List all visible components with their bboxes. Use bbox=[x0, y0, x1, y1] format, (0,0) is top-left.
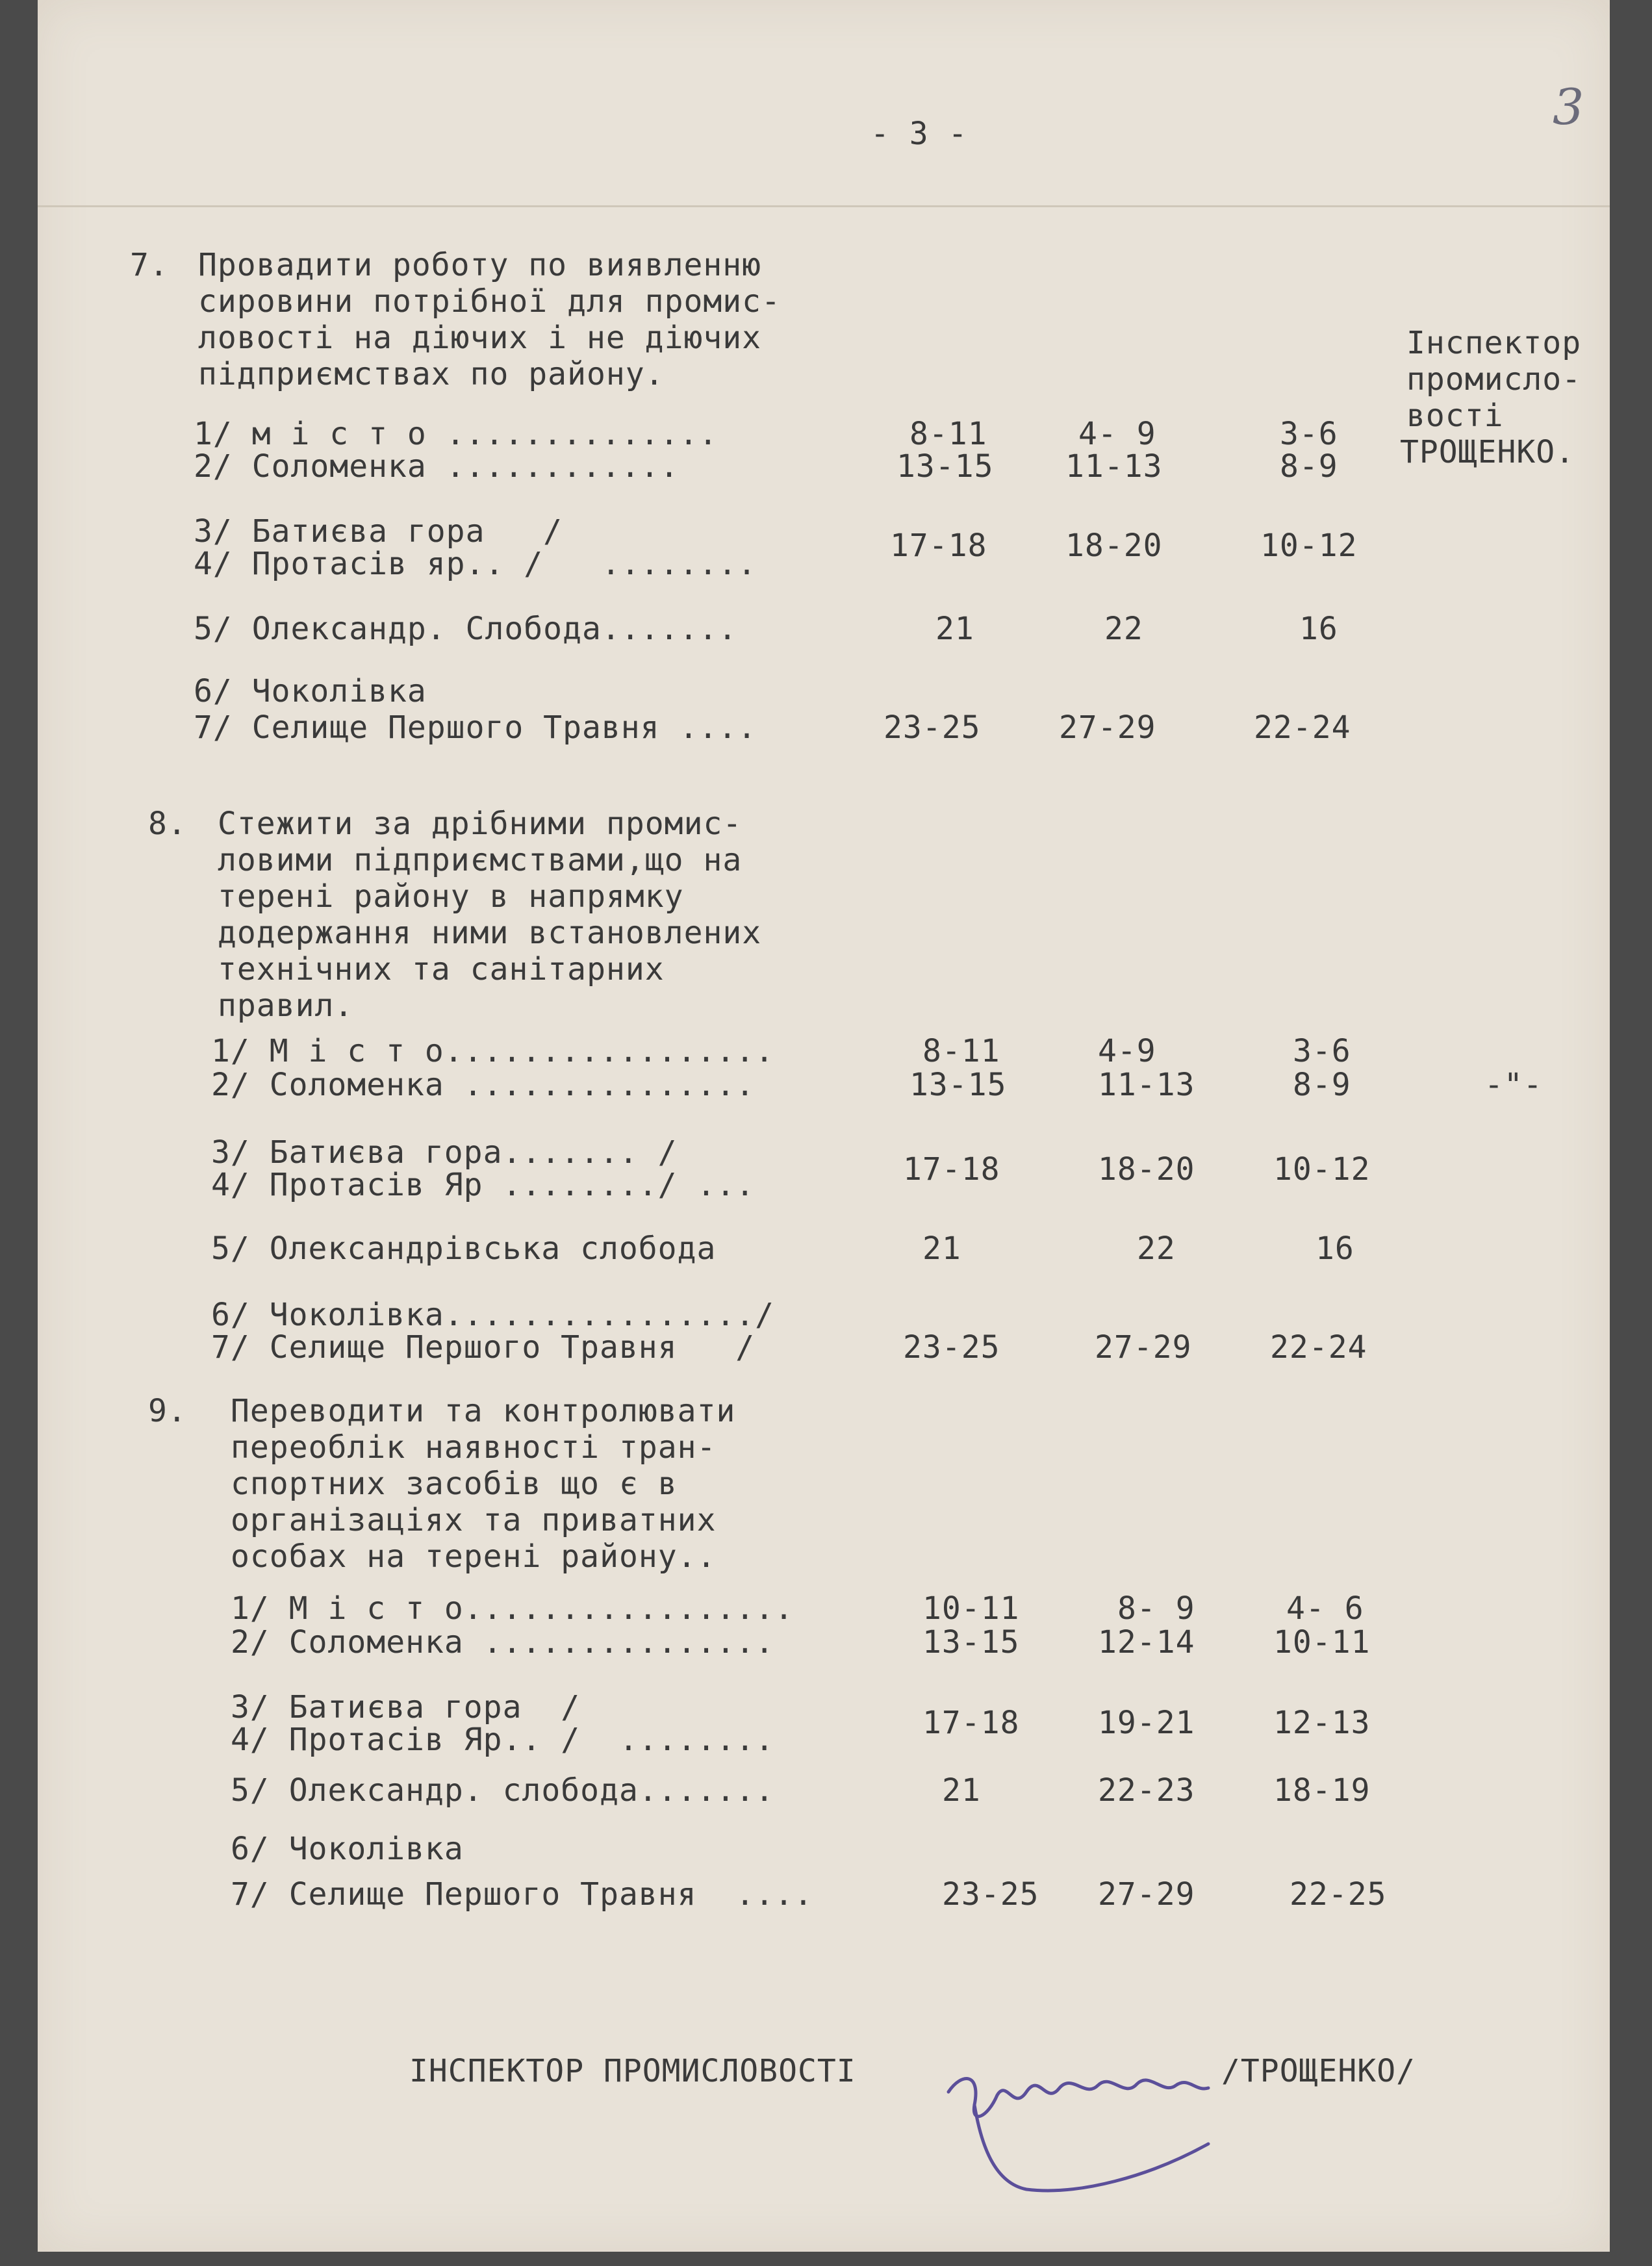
s8-row-7-label: 7/ Селище Першого Травня / bbox=[211, 1329, 756, 1366]
s7-row-4-c3: 10-12 bbox=[1260, 528, 1358, 564]
s8-row-7-c2: 27-29 bbox=[1095, 1329, 1192, 1366]
section-7-line-2: сировини потрібної для промис- bbox=[198, 283, 781, 320]
s7-row-1-c3: 3-6 bbox=[1280, 416, 1338, 452]
handwritten-signature bbox=[935, 2033, 1247, 2202]
s7-row-3-label: 3/ Батиєва гора / bbox=[194, 513, 563, 550]
section-9-line-2: переоблік наявності тран- bbox=[231, 1429, 717, 1466]
section-9-line-1: Переводити та контролювати bbox=[231, 1393, 736, 1429]
s7-row-2-c2: 11-13 bbox=[1065, 448, 1163, 485]
s8-row-1-c3: 3-6 bbox=[1293, 1033, 1351, 1069]
section-9-line-3: спортних засобів що є в bbox=[231, 1466, 678, 1502]
section-8-line-6: правил. bbox=[218, 987, 354, 1024]
section-8-line-3: терені району в напрямку bbox=[218, 878, 684, 915]
signature-title: ІНСПЕКТОР ПРОМИСЛОВОСТІ bbox=[409, 2053, 856, 2089]
section-8-note: -"- bbox=[1484, 1067, 1543, 1103]
s7-row-6-label: 6/ Чоколівка bbox=[194, 673, 427, 709]
s8-row-2-label: 2/ Соломенка ............... bbox=[211, 1067, 756, 1103]
section-8-line-2: ловими підприємствами,що на bbox=[218, 842, 743, 878]
section-7-note-1: Інспектор bbox=[1406, 325, 1582, 361]
s8-row-1-c1: 8-11 bbox=[922, 1033, 1000, 1069]
fold-line bbox=[38, 205, 1610, 207]
s9-row-4-label: 4/ Протасів Яр.. / ........ bbox=[231, 1722, 775, 1758]
s9-row-7-c1: 23-25 bbox=[942, 1876, 1039, 1913]
s8-row-4-label: 4/ Протасів Яр ......../ ... bbox=[211, 1167, 756, 1203]
s8-row-4-c3: 10-12 bbox=[1273, 1151, 1371, 1188]
s7-row-2-label: 2/ Соломенка ............ bbox=[194, 448, 680, 485]
s8-row-1-c2: 4-9 bbox=[1098, 1033, 1156, 1069]
s9-row-7-c3: 22-25 bbox=[1290, 1876, 1387, 1913]
section-8-line-4: додержання ними встановлених bbox=[218, 915, 762, 951]
page-number: - 3 - bbox=[870, 116, 968, 152]
s7-row-7-c1: 23-25 bbox=[883, 709, 981, 746]
s9-row-5-c3: 18-19 bbox=[1273, 1772, 1371, 1809]
s8-row-7-c1: 23-25 bbox=[903, 1329, 1000, 1366]
s9-row-2-c2: 12-14 bbox=[1098, 1624, 1195, 1661]
s7-row-5-c1: 21 bbox=[935, 611, 974, 647]
s8-row-5-c1: 21 bbox=[922, 1230, 961, 1267]
s7-row-1-c2: 4- 9 bbox=[1078, 416, 1156, 452]
s7-row-5-c2: 22 bbox=[1104, 611, 1143, 647]
s9-row-1-label: 1/ М і с т о................. bbox=[231, 1590, 794, 1627]
s9-row-5-c1: 21 bbox=[942, 1772, 981, 1809]
section-7-line-3: ловості на діючих і не діючих bbox=[198, 320, 762, 356]
s7-row-7-c2: 27-29 bbox=[1059, 709, 1156, 746]
s9-row-4-c3: 12-13 bbox=[1273, 1705, 1371, 1741]
s9-row-1-c2: 8- 9 bbox=[1117, 1590, 1195, 1627]
section-9-number: 9. bbox=[148, 1393, 187, 1429]
section-7-note-2: промисло- bbox=[1406, 361, 1582, 398]
s7-row-7-c3: 22-24 bbox=[1254, 709, 1351, 746]
s8-row-4-c1: 17-18 bbox=[903, 1151, 1000, 1188]
s7-row-4-c2: 18-20 bbox=[1065, 528, 1163, 564]
s8-row-2-c2: 11-13 bbox=[1098, 1067, 1195, 1103]
s9-row-1-c1: 10-11 bbox=[922, 1590, 1020, 1627]
s9-row-1-c3: 4- 6 bbox=[1286, 1590, 1364, 1627]
s9-row-5-c2: 22-23 bbox=[1098, 1772, 1195, 1809]
s7-row-1-c1: 8-11 bbox=[909, 416, 987, 452]
s7-row-2-c1: 13-15 bbox=[896, 448, 994, 485]
s9-row-4-c2: 19-21 bbox=[1098, 1705, 1195, 1741]
s8-row-2-c1: 13-15 bbox=[909, 1067, 1007, 1103]
section-8-number: 8. bbox=[148, 806, 187, 842]
signature-name: /ТРОЩЕНКО/ bbox=[1221, 2053, 1416, 2089]
s9-row-4-c1: 17-18 bbox=[922, 1705, 1020, 1741]
s7-row-4-label: 4/ Протасів яр.. / ........ bbox=[194, 546, 757, 582]
section-8-line-5: технічних та санітарних bbox=[218, 951, 665, 987]
s7-row-4-c1: 17-18 bbox=[890, 528, 987, 564]
s9-row-2-c1: 13-15 bbox=[922, 1624, 1020, 1661]
s7-row-5-label: 5/ Олександр. Слобода....... bbox=[194, 611, 738, 647]
section-7-note-3: вості bbox=[1406, 398, 1504, 434]
section-9-line-5: особах на терені району.. bbox=[231, 1538, 717, 1575]
s8-row-4-c2: 18-20 bbox=[1098, 1151, 1195, 1188]
s8-row-6-label: 6/ Чоколівка................/ bbox=[211, 1297, 775, 1333]
section-7-number: 7. bbox=[130, 247, 169, 283]
s8-row-5-label: 5/ Олександрівська слобода bbox=[211, 1230, 717, 1267]
s9-row-6-label: 6/ Чоколівка bbox=[231, 1831, 464, 1867]
s8-row-2-c3: 8-9 bbox=[1293, 1067, 1351, 1103]
section-7-note-4: ТРОЩЕНКО. bbox=[1400, 434, 1575, 470]
s8-row-7-c3: 22-24 bbox=[1270, 1329, 1367, 1366]
s9-row-7-c2: 27-29 bbox=[1098, 1876, 1195, 1913]
s9-row-2-label: 2/ Соломенка ............... bbox=[231, 1624, 775, 1661]
corner-page-number: 3 bbox=[1553, 78, 1584, 136]
s7-row-2-c3: 8-9 bbox=[1280, 448, 1338, 485]
s7-row-7-label: 7/ Селище Першого Травня .... bbox=[194, 709, 757, 746]
s7-row-1-label: 1/ м і с т о .............. bbox=[194, 416, 718, 452]
s8-row-3-label: 3/ Батиєва гора....... / bbox=[211, 1134, 678, 1171]
s9-row-5-label: 5/ Олександр. слобода....... bbox=[231, 1772, 775, 1809]
s9-row-3-label: 3/ Батиєва гора / bbox=[231, 1689, 581, 1725]
s7-row-5-c3: 16 bbox=[1299, 611, 1338, 647]
s9-row-7-label: 7/ Селище Першого Травня .... bbox=[231, 1876, 813, 1913]
section-8-line-1: Стежити за дрібними промис- bbox=[218, 806, 743, 842]
s9-row-2-c3: 10-11 bbox=[1273, 1624, 1371, 1661]
section-9-line-4: організаціях та приватних bbox=[231, 1502, 717, 1538]
section-7-line-4: підприємствах по району. bbox=[198, 356, 665, 392]
s8-row-5-c2: 22 bbox=[1137, 1230, 1176, 1267]
section-7-line-1: Провадити роботу по виявленню bbox=[198, 247, 762, 283]
s8-row-1-label: 1/ М і с т о................. bbox=[211, 1033, 775, 1069]
s8-row-5-c3: 16 bbox=[1315, 1230, 1354, 1267]
